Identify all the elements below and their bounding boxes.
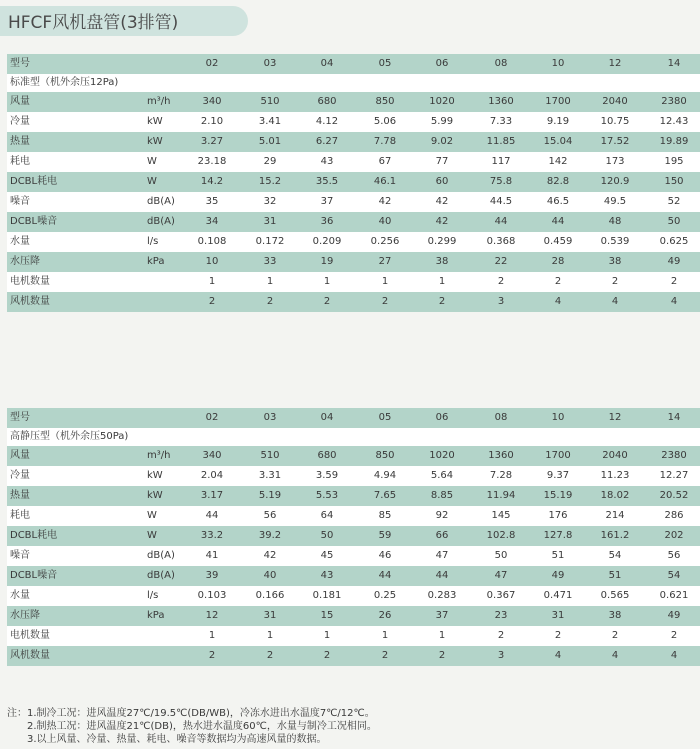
model-header: 06 xyxy=(435,412,449,423)
table-cell: 40 xyxy=(378,216,392,227)
model-header: 05 xyxy=(378,58,392,69)
table-cell: 64 xyxy=(320,510,334,521)
table-cell: 0.108 xyxy=(197,236,227,247)
table-cell: 41 xyxy=(205,550,219,561)
table-cell: 510 xyxy=(260,96,280,107)
table-cell: 18.02 xyxy=(600,490,630,501)
table-cell: 680 xyxy=(317,96,337,107)
table-cell: 0.368 xyxy=(486,236,516,247)
row-unit: dB(A) xyxy=(147,216,175,227)
table-cell: 1 xyxy=(323,630,331,641)
table-cell: 1 xyxy=(266,276,274,287)
table-cell: 4 xyxy=(611,296,619,307)
table-cell: 49.5 xyxy=(603,196,627,207)
table-cell: 1 xyxy=(208,630,216,641)
table-cell: 3 xyxy=(497,296,505,307)
table-cell: 127.8 xyxy=(543,530,573,541)
table-row xyxy=(7,606,700,626)
table-cell: 9.37 xyxy=(546,470,570,481)
row-label: 水压降 xyxy=(10,256,40,267)
table-cell: 2 xyxy=(497,276,505,287)
model-header: 04 xyxy=(320,412,334,423)
row-unit xyxy=(147,646,187,666)
table-cell: 35 xyxy=(205,196,219,207)
table-cell: 2 xyxy=(670,630,678,641)
table-cell: 59 xyxy=(378,530,392,541)
table-cell: 680 xyxy=(317,450,337,461)
table-cell: 2040 xyxy=(602,96,628,107)
table-cell: 2 xyxy=(266,296,274,307)
table-cell: 33 xyxy=(263,256,277,267)
model-header: 03 xyxy=(263,412,277,423)
row-label: 风机数量 xyxy=(10,296,50,307)
table-cell: 4 xyxy=(554,296,562,307)
row-label: 冷量 xyxy=(10,116,30,127)
table-row xyxy=(7,626,700,646)
table-cell: 2 xyxy=(611,630,619,641)
table-row xyxy=(7,526,700,546)
row-unit: kPa xyxy=(147,256,165,267)
table-cell: 50 xyxy=(320,530,334,541)
row-unit: kW xyxy=(147,470,163,481)
table-cell: 0.25 xyxy=(373,590,397,601)
table-cell: 10 xyxy=(205,256,219,267)
table-cell: 0.181 xyxy=(312,590,342,601)
table-cell: 2 xyxy=(208,650,216,661)
model-header: 12 xyxy=(608,412,622,423)
high-static-spec-table xyxy=(7,408,700,666)
table-cell: 38 xyxy=(435,256,449,267)
table-cell: 5.99 xyxy=(430,116,454,127)
table-cell: 33.2 xyxy=(200,530,224,541)
table-cell: 7.28 xyxy=(489,470,513,481)
table-cell: 44.5 xyxy=(489,196,513,207)
table-cell: 195 xyxy=(664,156,684,167)
row-unit xyxy=(147,272,187,292)
table-cell: 3 xyxy=(497,650,505,661)
model-header: 10 xyxy=(551,412,565,423)
table-cell: 145 xyxy=(491,510,511,521)
title-banner xyxy=(0,6,248,36)
table-cell: 31 xyxy=(263,610,277,621)
table-cell: 19.89 xyxy=(659,136,689,147)
model-header: 02 xyxy=(205,58,219,69)
table-cell: 0.459 xyxy=(543,236,573,247)
row-unit: m³/h xyxy=(147,450,171,461)
table-cell: 0.625 xyxy=(659,236,689,247)
model-header: 14 xyxy=(667,412,681,423)
table-cell: 214 xyxy=(605,510,625,521)
model-header: 05 xyxy=(378,412,392,423)
table-cell: 56 xyxy=(263,510,277,521)
table-cell: 2380 xyxy=(661,450,687,461)
table-cell: 2 xyxy=(670,276,678,287)
table-cell: 12.27 xyxy=(659,470,689,481)
row-unit: kW xyxy=(147,136,163,147)
table-cell: 7.33 xyxy=(489,116,513,127)
row-label: 噪音 xyxy=(10,550,30,561)
table-cell: 0.172 xyxy=(255,236,285,247)
row-label: DCBL噪音 xyxy=(10,570,58,581)
table-cell: 7.65 xyxy=(373,490,397,501)
table-cell: 0.256 xyxy=(370,236,400,247)
row-unit xyxy=(147,292,187,312)
row-label: 电机数量 xyxy=(10,276,50,287)
table-cell: 51 xyxy=(551,550,565,561)
table-cell: 3.31 xyxy=(258,470,282,481)
header-label: 型号 xyxy=(10,412,30,423)
table-cell: 2 xyxy=(323,296,331,307)
table-row xyxy=(7,232,700,252)
row-unit: dB(A) xyxy=(147,570,175,581)
table-cell: 0.299 xyxy=(427,236,457,247)
table-cell: 47 xyxy=(435,550,449,561)
table-cell: 31 xyxy=(551,610,565,621)
table-cell: 7.78 xyxy=(373,136,397,147)
table-cell: 1 xyxy=(381,630,389,641)
table-cell: 2 xyxy=(323,650,331,661)
table-cell: 1020 xyxy=(429,450,455,461)
table-cell: 5.64 xyxy=(430,470,454,481)
table-cell: 54 xyxy=(667,570,681,581)
row-unit: l/s xyxy=(147,590,159,601)
table-cell: 8.85 xyxy=(430,490,454,501)
table-cell: 2040 xyxy=(602,450,628,461)
table-cell: 19 xyxy=(320,256,334,267)
table-row xyxy=(7,506,700,526)
row-label: 噪音 xyxy=(10,196,30,207)
model-header: 10 xyxy=(551,58,565,69)
table-cell: 0.166 xyxy=(255,590,285,601)
table-cell: 27 xyxy=(378,256,392,267)
table-cell: 2 xyxy=(438,296,446,307)
table-cell: 1020 xyxy=(429,96,455,107)
table-cell: 15.04 xyxy=(543,136,573,147)
table-cell: 1700 xyxy=(545,96,571,107)
table-cell: 4.12 xyxy=(315,116,339,127)
row-unit: m³/h xyxy=(147,96,171,107)
table-cell: 9.19 xyxy=(546,116,570,127)
row-label: 水压降 xyxy=(10,610,40,621)
table-cell: 850 xyxy=(375,450,395,461)
table-cell: 5.19 xyxy=(258,490,282,501)
row-unit: kW xyxy=(147,490,163,501)
table-cell: 1 xyxy=(438,276,446,287)
table-cell: 4 xyxy=(670,650,678,661)
row-label: DCBL耗电 xyxy=(10,176,58,187)
table-row xyxy=(7,566,700,586)
table-cell: 60 xyxy=(435,176,449,187)
table-cell: 0.539 xyxy=(600,236,630,247)
table-cell: 92 xyxy=(435,510,449,521)
table-cell: 5.01 xyxy=(258,136,282,147)
table-row xyxy=(7,486,700,506)
notes-prefix: 注： xyxy=(7,708,27,719)
table-cell: 120.9 xyxy=(600,176,630,187)
table-cell: 4 xyxy=(611,650,619,661)
table-cell: 42 xyxy=(435,216,449,227)
table-cell: 75.8 xyxy=(489,176,513,187)
table-cell: 202 xyxy=(664,530,684,541)
table-row xyxy=(7,446,700,466)
table-cell: 50 xyxy=(494,550,508,561)
table-cell: 340 xyxy=(202,96,222,107)
table-cell: 37 xyxy=(320,196,334,207)
table-row xyxy=(7,586,700,606)
table-cell: 0.103 xyxy=(197,590,227,601)
row-label: DCBL噪音 xyxy=(10,216,58,227)
table-cell: 1 xyxy=(438,630,446,641)
table-cell: 43 xyxy=(320,156,334,167)
row-label: 热量 xyxy=(10,136,30,147)
table-cell: 510 xyxy=(260,450,280,461)
table-cell: 850 xyxy=(375,96,395,107)
table-cell: 45 xyxy=(320,550,334,561)
row-label: DCBL耗电 xyxy=(10,530,58,541)
table-cell: 29 xyxy=(263,156,277,167)
table-cell: 17.52 xyxy=(600,136,630,147)
table-cell: 2 xyxy=(611,276,619,287)
row-label: 耗电 xyxy=(10,510,30,521)
table-row xyxy=(7,132,700,152)
table-cell: 173 xyxy=(605,156,625,167)
standard-spec-table xyxy=(7,54,700,312)
table-cell: 42 xyxy=(435,196,449,207)
table-cell: 1360 xyxy=(488,450,514,461)
table-cell: 3.59 xyxy=(315,470,339,481)
table-cell: 2380 xyxy=(661,96,687,107)
table-cell: 44 xyxy=(435,570,449,581)
table-cell: 34 xyxy=(205,216,219,227)
table-cell: 14.2 xyxy=(200,176,224,187)
table-cell: 2.10 xyxy=(200,116,224,127)
note-line: 3.以上风量、冷量、热量、耗电、噪音等数据均为高速风量的数据。 xyxy=(27,734,327,745)
table-cell: 11.23 xyxy=(600,470,630,481)
table-cell: 50 xyxy=(667,216,681,227)
table-row xyxy=(7,152,700,172)
table-cell: 0.565 xyxy=(600,590,630,601)
table-cell: 11.85 xyxy=(486,136,516,147)
table-cell: 3.41 xyxy=(258,116,282,127)
model-header: 04 xyxy=(320,58,334,69)
table-cell: 2 xyxy=(381,296,389,307)
table-cell: 5.53 xyxy=(315,490,339,501)
table-cell: 28 xyxy=(551,256,565,267)
row-unit: W xyxy=(147,510,157,521)
row-unit: l/s xyxy=(147,236,159,247)
table-cell: 49 xyxy=(667,256,681,267)
table-cell: 6.27 xyxy=(315,136,339,147)
table-row xyxy=(7,252,700,272)
table-cell: 5.06 xyxy=(373,116,397,127)
table-cell: 2 xyxy=(266,650,274,661)
table-cell: 26 xyxy=(378,610,392,621)
table-cell: 1 xyxy=(381,276,389,287)
table-cell: 23 xyxy=(494,610,508,621)
table-cell: 85 xyxy=(378,510,392,521)
table-cell: 176 xyxy=(548,510,568,521)
row-unit: W xyxy=(147,176,157,187)
model-header: 14 xyxy=(667,58,681,69)
row-unit: dB(A) xyxy=(147,550,175,561)
table-row xyxy=(7,112,700,132)
table-cell: 1 xyxy=(208,276,216,287)
table-cell: 15.2 xyxy=(258,176,282,187)
table-cell: 77 xyxy=(435,156,449,167)
table-cell: 4.94 xyxy=(373,470,397,481)
row-label: 电机数量 xyxy=(10,630,50,641)
row-unit: dB(A) xyxy=(147,196,175,207)
table-cell: 2 xyxy=(438,650,446,661)
table-cell: 39 xyxy=(205,570,219,581)
table-cell: 51 xyxy=(608,570,622,581)
table-cell: 82.8 xyxy=(546,176,570,187)
table-cell: 12 xyxy=(205,610,219,621)
table-cell: 9.02 xyxy=(430,136,454,147)
table-cell: 46.1 xyxy=(373,176,397,187)
table-cell: 102.8 xyxy=(486,530,516,541)
table-cell: 43 xyxy=(320,570,334,581)
table-cell: 2 xyxy=(554,276,562,287)
table-cell: 0.621 xyxy=(659,590,689,601)
row-unit: kW xyxy=(147,116,163,127)
table-cell: 2 xyxy=(554,630,562,641)
table-cell: 2 xyxy=(381,650,389,661)
table-cell: 340 xyxy=(202,450,222,461)
table-cell: 44 xyxy=(205,510,219,521)
table-cell: 48 xyxy=(608,216,622,227)
table-cell: 56 xyxy=(667,550,681,561)
table-cell: 37 xyxy=(435,610,449,621)
table-cell: 36 xyxy=(320,216,334,227)
table-row xyxy=(7,172,700,192)
row-label: 风量 xyxy=(10,96,30,107)
table-cell: 49 xyxy=(667,610,681,621)
table-cell: 117 xyxy=(491,156,511,167)
table-row xyxy=(7,212,700,232)
table-cell: 11.94 xyxy=(486,490,516,501)
table-cell: 1 xyxy=(323,276,331,287)
table-subtitle: 高静压型（机外余压50Pa) xyxy=(7,428,700,446)
model-header: 02 xyxy=(205,412,219,423)
table-cell: 31 xyxy=(263,216,277,227)
table-cell: 15.19 xyxy=(543,490,573,501)
row-label: 风量 xyxy=(10,450,30,461)
note-line: 2.制热工况：进风温度21℃(DB)，热水进水温度60℃，水量与制冷工况相同。 xyxy=(27,721,377,732)
table-cell: 10.75 xyxy=(600,116,630,127)
table-cell: 1700 xyxy=(545,450,571,461)
table-cell: 44 xyxy=(494,216,508,227)
table-cell: 67 xyxy=(378,156,392,167)
row-label: 水量 xyxy=(10,236,30,247)
table-row xyxy=(7,272,700,292)
table-cell: 22 xyxy=(494,256,508,267)
model-header: 03 xyxy=(263,58,277,69)
row-label: 耗电 xyxy=(10,156,30,167)
table-cell: 2.04 xyxy=(200,470,224,481)
note-line: 1.制冷工况：进风温度27℃/19.5℃(DB/WB)，冷冻水进出水温度7℃/12℃。 xyxy=(27,708,375,719)
table-row xyxy=(7,92,700,112)
row-unit: W xyxy=(147,156,157,167)
table-cell: 4 xyxy=(554,650,562,661)
row-label: 水量 xyxy=(10,590,30,601)
table-cell: 46 xyxy=(378,550,392,561)
table-cell: 54 xyxy=(608,550,622,561)
row-unit: kPa xyxy=(147,610,165,621)
table-cell: 0.283 xyxy=(427,590,457,601)
table-cell: 46.5 xyxy=(546,196,570,207)
table-cell: 44 xyxy=(551,216,565,227)
table-cell: 66 xyxy=(435,530,449,541)
table-cell: 1 xyxy=(266,630,274,641)
table-row xyxy=(7,546,700,566)
notes xyxy=(7,707,377,746)
table-row xyxy=(7,466,700,486)
table-cell: 38 xyxy=(608,256,622,267)
header-row xyxy=(7,54,700,74)
table-row xyxy=(7,646,700,666)
header-label: 型号 xyxy=(10,58,30,69)
row-label: 风机数量 xyxy=(10,650,50,661)
table-cell: 4 xyxy=(670,296,678,307)
model-header: 08 xyxy=(494,412,508,423)
table-cell: 38 xyxy=(608,610,622,621)
row-unit xyxy=(147,626,187,646)
table-cell: 35.5 xyxy=(315,176,339,187)
table-row xyxy=(7,192,700,212)
table-cell: 150 xyxy=(664,176,684,187)
table-cell: 49 xyxy=(551,570,565,581)
table-cell: 32 xyxy=(263,196,277,207)
table-cell: 12.43 xyxy=(659,116,689,127)
table-cell: 286 xyxy=(664,510,684,521)
row-unit: W xyxy=(147,530,157,541)
table-cell: 40 xyxy=(263,570,277,581)
table-cell: 0.209 xyxy=(312,236,342,247)
table-row xyxy=(7,292,700,312)
table-subtitle: 标准型（机外余压12Pa) xyxy=(7,74,700,92)
table-cell: 47 xyxy=(494,570,508,581)
table-cell: 52 xyxy=(667,196,681,207)
table-cell: 142 xyxy=(548,156,568,167)
page-title: HFCF风机盘管(3排管) xyxy=(8,13,179,33)
table-cell: 0.367 xyxy=(486,590,516,601)
model-header: 12 xyxy=(608,58,622,69)
table-cell: 42 xyxy=(378,196,392,207)
table-cell: 1360 xyxy=(488,96,514,107)
table-cell: 0.471 xyxy=(543,590,573,601)
header-row xyxy=(7,408,700,428)
table-cell: 3.17 xyxy=(200,490,224,501)
table-cell: 44 xyxy=(378,570,392,581)
table-cell: 2 xyxy=(208,296,216,307)
table-cell: 2 xyxy=(497,630,505,641)
row-label: 冷量 xyxy=(10,470,30,481)
table-cell: 161.2 xyxy=(600,530,630,541)
table-cell: 15 xyxy=(320,610,334,621)
table-cell: 42 xyxy=(263,550,277,561)
model-header: 06 xyxy=(435,58,449,69)
model-header: 08 xyxy=(494,58,508,69)
table-cell: 20.52 xyxy=(659,490,689,501)
table-cell: 23.18 xyxy=(197,156,227,167)
table-cell: 39.2 xyxy=(258,530,282,541)
table-cell: 3.27 xyxy=(200,136,224,147)
row-label: 热量 xyxy=(10,490,30,501)
